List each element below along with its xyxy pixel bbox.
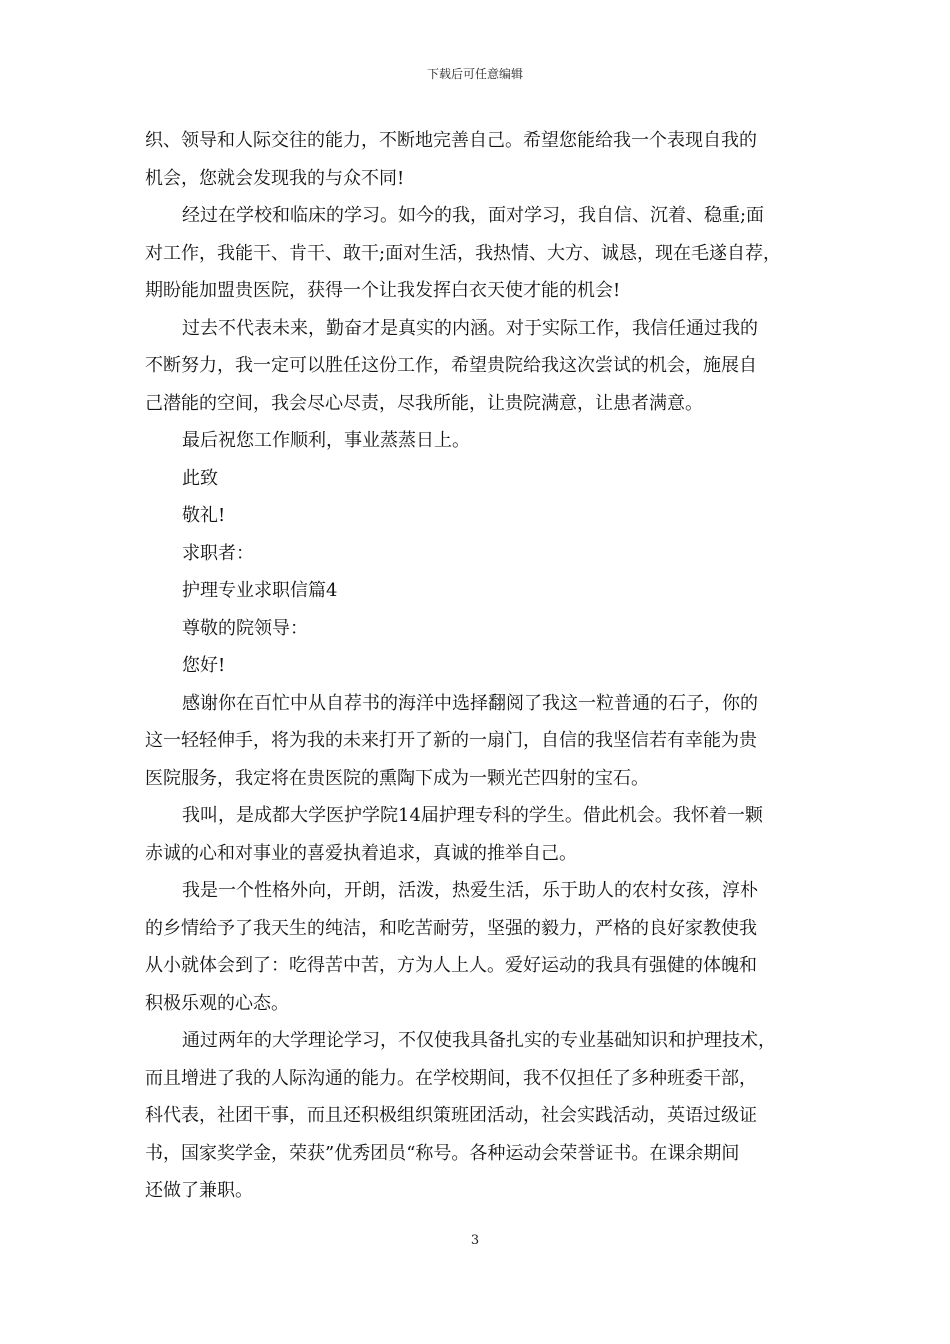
text-line: 织、领导和人际交往的能力，不断地完善自己。希望您能给我一个表现自我的: [145, 130, 757, 151]
paragraph: [145, 572, 810, 610]
text-line: 最后祝您工作顺利，事业蒸蒸日上。: [182, 430, 470, 451]
text-line: 通过两年的大学理论学习，不仅使我具备扎实的专业基础知识和护理技术，: [182, 1030, 776, 1051]
paragraph: [145, 1022, 810, 1210]
text-line: 的乡情给予了我天生的纯洁，和吃苦耐劳，坚强的毅力，严格的良好家教使我: [145, 917, 757, 939]
text-line: 对工作，我能干、肯干、敢干;面对生活，我热情、大方、诚恳，现在毛遂自荐，: [145, 242, 782, 264]
text-line: 尊敬的院领导：: [182, 617, 308, 639]
text-line: 不断努力，我一定可以胜任这份工作，希望贵院给我这次尝试的机会，施展自: [145, 355, 757, 376]
text-line: 此致: [182, 467, 218, 489]
page-header-note: 下载后可任意编辑: [426, 67, 523, 81]
text-line: 过去不代表未来，勤奋才是真实的内涵。对于实际工作，我信任通过我的: [182, 317, 758, 339]
text-line: 您好!: [182, 655, 226, 676]
paragraph: [145, 797, 810, 872]
text-line: 从小就体会到了：吃得苦中苦，方为人上人。爱好运动的我具有强健的体魄和: [145, 955, 757, 976]
text-line: 还做了兼职。: [145, 1180, 253, 1201]
paragraph: [145, 872, 810, 1022]
paragraph: [145, 647, 810, 685]
page-number: 3: [470, 1233, 480, 1248]
paragraph: [145, 422, 810, 460]
text-line: 书，国家奖学金，荣获”优秀团员“称号。各种运动会荣誉证书。在课余期间: [145, 1142, 740, 1164]
paragraph: [145, 610, 810, 648]
text-line: 积极乐观的心态。: [145, 992, 289, 1014]
paragraph: [145, 122, 810, 197]
text-line: 医院服务，我定将在贵医院的熏陶下成为一颗光芒四射的宝石。: [145, 767, 649, 789]
paragraph: [145, 310, 810, 423]
text-line: 感谢你在百忙中从自荐书的海洋中选择翻阅了我这一粒普通的石子，你的: [182, 692, 758, 714]
paragraph: [145, 197, 810, 310]
text-line: 敬礼!: [182, 505, 226, 526]
text-line: 我是一个性格外向，开朗，活泼，热爱生活，乐于助人的农村女孩，淳朴: [182, 880, 758, 901]
paragraph: [145, 497, 810, 535]
text-line: 己潜能的空间，我会尽心尽责，尽我所能，让贵院满意，让患者满意。: [145, 392, 703, 414]
text-line: 期盼能加盟贵医院，获得一个让我发挥白衣天使才能的机会!: [145, 280, 621, 301]
text-line: 经过在学校和临床的学习。如今的我，面对学习，我自信、沉着、稳重;面: [182, 205, 765, 226]
text-line: 护理专业求职信篇4: [182, 580, 338, 601]
paragraph: [145, 535, 810, 573]
text-line: 我叫，是成都大学医护学院14届护理专科的学生。借此机会。我怀着一颗: [182, 805, 763, 826]
text-line: 而且增进了我的人际沟通的能力。在学校期间，我不仅担任了多种班委干部，: [145, 1067, 757, 1089]
paragraph: [145, 460, 810, 498]
paragraph: [145, 685, 810, 798]
text-line: 求职者：: [182, 542, 254, 564]
text-line: 这一轻轻伸手，将为我的未来打开了新的一扇门，自信的我坚信若有幸能为贵: [145, 730, 757, 751]
document-body: [145, 122, 810, 1210]
text-line: 机会，您就会发现我的与众不同!: [145, 167, 405, 189]
text-line: 赤诚的心和对事业的喜爱执着追求，真诚的推举自己。: [145, 842, 577, 864]
text-line: 科代表，社团干事，而且还积极组织策班团活动，社会实践活动，英语过级证: [145, 1105, 757, 1126]
